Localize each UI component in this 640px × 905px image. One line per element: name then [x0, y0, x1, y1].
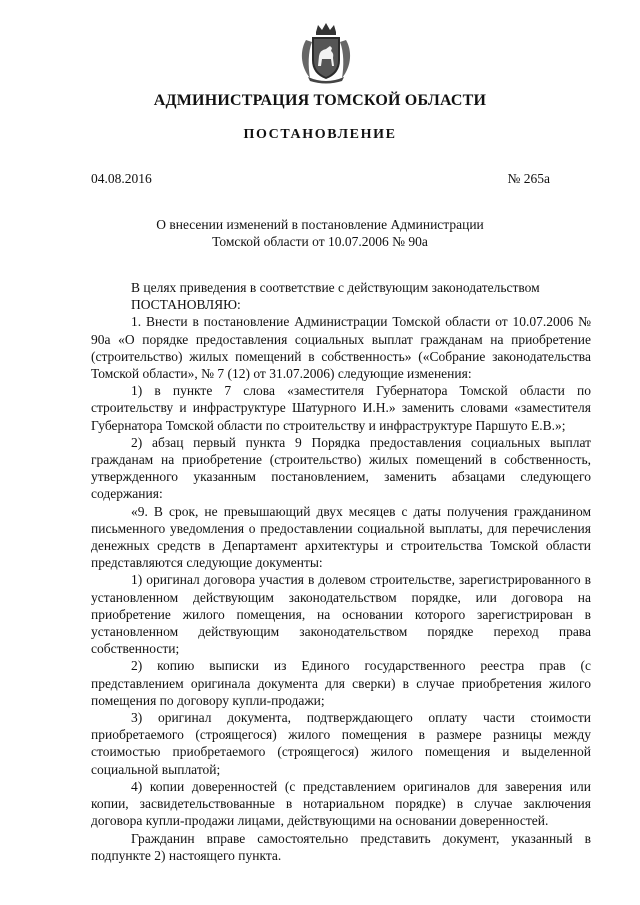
- title-line-2: Томской области от 10.07.2006 № 90а: [212, 234, 428, 249]
- paragraph-9-4: 4) копии доверенностей (с представлением оригиналов для заверения или копии, засвидетельствованные в нотариальном порядке) в случае заключения договора купли-продажи лицами, действующими на основании доверенностей.: [91, 778, 591, 829]
- document-body: [91, 279, 591, 864]
- paragraph-9-2: 2) копию выписки из Единого государственного реестра прав (с представлением оригинала документа для сверки) в случае приобретения жилого помещения по договору купли-продажи;: [91, 658, 591, 708]
- paragraph-intro: В целях приведения в соответствие с действующим законодательством: [131, 280, 540, 295]
- document-date: 04.08.2016: [91, 171, 152, 186]
- document-number: № 265а: [507, 171, 550, 186]
- paragraph-9-1: 1) оригинал договора участия в долевом строительстве, зарегистрированного в установленном действующим законодательством порядке, или договора на приобретение жилого помещения, на основании которого зарегистрирован в установленном действующим законодательством порядке переход права собственности;: [91, 572, 591, 657]
- paragraph-1-1: 1) в пункте 7 слова «заместителя Губернатора Томской области по строительству и инфраструктуре Шатурного И.Н.» заменить словами «заместителя Губернатора Томской области по строительству и инфраструктуре Паршуто Е.В.»;: [91, 383, 591, 433]
- paragraph-decree: ПОСТАНОВЛЯЮ:: [131, 297, 241, 313]
- document-title: [0, 216, 640, 250]
- organization-name: АДМИНИСТРАЦИЯ ТОМСКОЙ ОБЛАСТИ: [153, 92, 487, 109]
- title-line-1: О внесении изменений в постановление Администрации: [156, 217, 484, 232]
- paragraph-1: 1. Внести в постановление Администрации Томской области от 10.07.2006 № 90а «О порядке предоставления социальных выплат гражданам на приобретение (строительство) жилых помещений в собственность» («Собрание законодательства Томской области», № 7 (12) от 31.07.2006) следующие изменения:: [91, 314, 591, 382]
- document-type: ПОСТАНОВЛЕНИЕ: [243, 127, 397, 142]
- tomsk-coat-of-arms-icon: [298, 22, 354, 84]
- paragraph-1-2: 2) абзац первый пункта 9 Порядка предоставления социальных выплат гражданам на приобретение (строительство) жилых помещений в собственность, утвержденного указанным постановлением, заменить абзацами следующего содержания:: [91, 434, 591, 502]
- paragraph-9-5: Гражданин вправе самостоятельно представить документ, указанный в подпункте 2) настоящего пункта.: [91, 830, 591, 863]
- paragraph-9: «9. В срок, не превышающий двух месяцев с даты получения гражданином письменного уведомления о предоставлении социальной выплаты, для перечисления денежных средств в Департамент архитектуры и строительства Томской области представляются следующие документы:: [91, 503, 591, 571]
- paragraph-9-3: 3) оригинал документа, подтверждающего оплату части стоимости приобретаемого (строящегося) жилого помещения в размере разницы между стоимостью приобретаемого (строящегося) жилого помещения и выделенной социальной выплатой;: [91, 710, 591, 777]
